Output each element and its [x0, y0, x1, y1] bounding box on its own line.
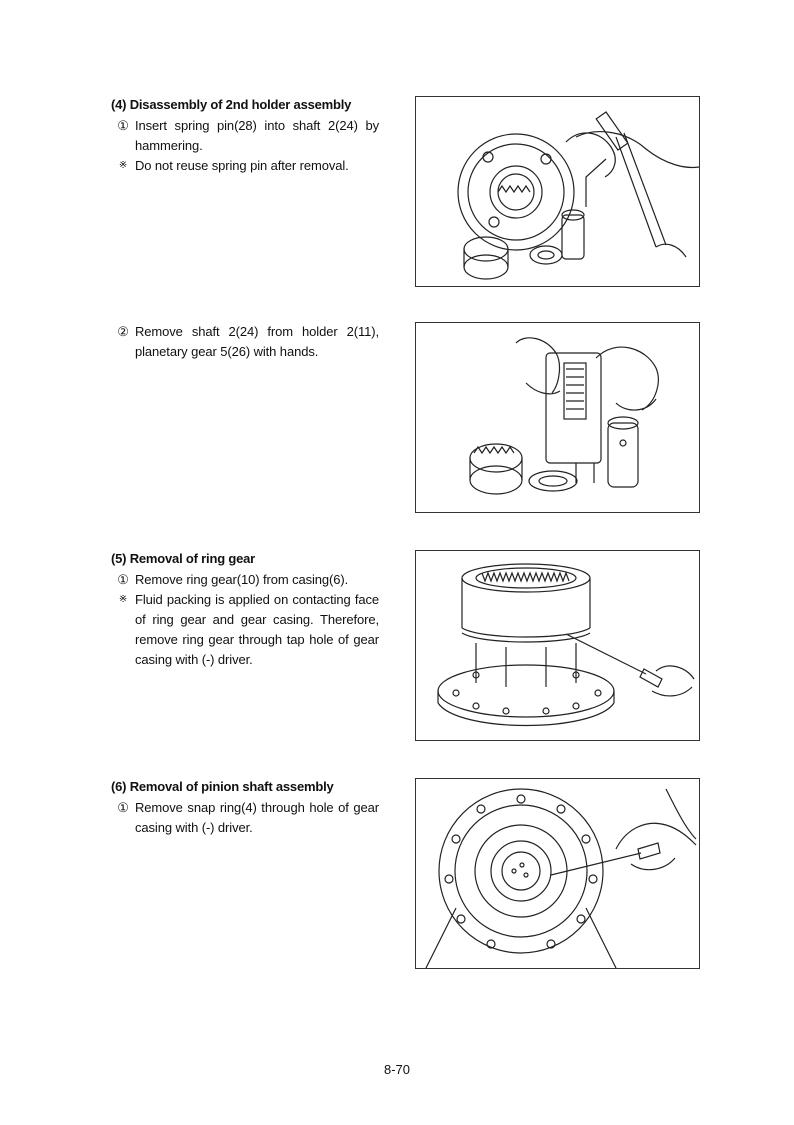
note-text: Do not reuse spring pin after removal.	[135, 158, 349, 173]
note-item	[111, 590, 379, 670]
note-mark: ※	[118, 594, 128, 605]
step-item	[111, 570, 379, 590]
step-item	[111, 116, 379, 156]
step-text: Remove shaft 2(24) from holder 2(11), planetary gear 5(26) with hands.	[135, 324, 379, 359]
step-number: ②	[117, 324, 129, 339]
page-number: 8-70	[383, 1062, 411, 1077]
note-mark: ※	[118, 160, 128, 171]
step-number: ①	[117, 118, 129, 133]
section-removal-ring-gear	[111, 550, 379, 670]
step-number: ①	[117, 800, 129, 815]
figure-remove-shaft	[415, 322, 700, 513]
section-removal-pinion-shaft	[111, 778, 379, 838]
section-heading: (5) Removal of ring gear	[111, 551, 256, 566]
step-item	[111, 798, 379, 838]
figure-remove-ring-gear	[415, 550, 700, 741]
step-number: ①	[117, 572, 129, 587]
section-remove-shaft	[111, 322, 379, 362]
step-item	[111, 322, 379, 362]
step-text: Insert spring pin(28) into shaft 2(24) by hammering.	[135, 118, 379, 153]
section-disassembly-2nd-holder	[111, 96, 379, 176]
section-heading: (6) Removal of pinion shaft assembly	[111, 779, 334, 794]
step-text: Remove ring gear(10) from casing(6).	[135, 572, 349, 587]
note-text: Fluid packing is applied on contacting face of ring gear and gear casing. Therefore, remove ring gear through tap hole of gear casing with (-) driver.	[135, 592, 379, 667]
note-item	[111, 156, 379, 176]
step-text: Remove snap ring(4) through hole of gear casing with (-) driver.	[135, 800, 379, 835]
figure-hammer-spring-pin	[415, 96, 700, 287]
section-heading: (4) Disassembly of 2nd holder assembly	[111, 97, 352, 112]
figure-remove-snap-ring	[415, 778, 700, 969]
